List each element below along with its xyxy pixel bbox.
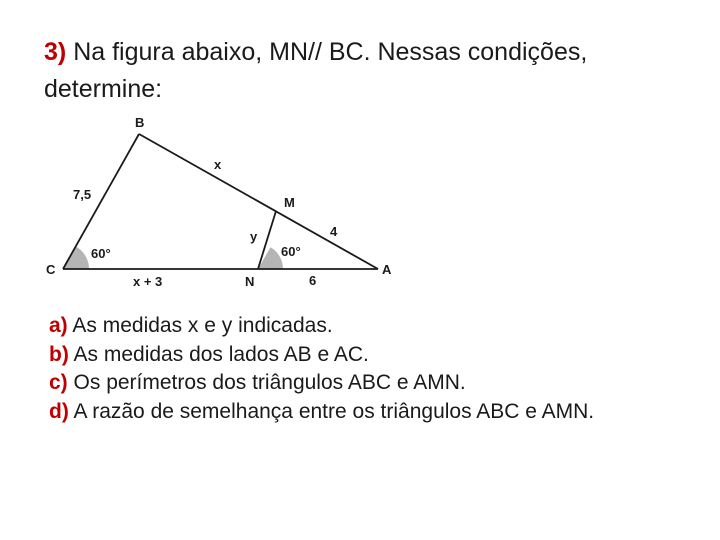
question-list [49, 312, 669, 426]
vertex-c-label: C [46, 262, 56, 277]
label-mn: y [250, 229, 258, 244]
label-bc: 7,5 [73, 187, 92, 202]
question-b [49, 341, 669, 370]
angle-arc-c [63, 247, 89, 270]
question-label: c) [49, 371, 68, 394]
question-label: a) [49, 314, 68, 337]
label-cn: x + 3 [133, 274, 163, 289]
label-angle-n: 60° [281, 244, 301, 259]
question-a [49, 312, 669, 341]
vertex-n-label: N [245, 274, 255, 289]
question-d [49, 398, 669, 427]
label-angle-c: 60° [91, 246, 111, 261]
side-ba [139, 134, 378, 269]
vertex-m-label: M [284, 195, 295, 210]
question-c [49, 369, 669, 398]
vertex-b-label: B [135, 115, 145, 130]
problem-text: Na figura abaixo, MN// BC. Nessas condições, determine: [44, 38, 588, 103]
question-text: Os perímetros dos triângulos ABC e AMN. [73, 371, 466, 394]
question-text: A razão de semelhança entre os triângulos ABC e AMN. [73, 399, 595, 423]
question-label: b) [49, 342, 69, 366]
label-bm: x [214, 157, 222, 172]
label-ma: 4 [330, 224, 338, 239]
problem-number: 3) [44, 38, 67, 66]
question-text: As medidas dos lados AB e AC. [73, 342, 369, 366]
question-label: d) [49, 399, 69, 423]
label-na: 6 [309, 273, 317, 288]
vertex-a-label: A [382, 262, 392, 277]
question-text: As medidas x e y indicadas. [72, 314, 333, 337]
